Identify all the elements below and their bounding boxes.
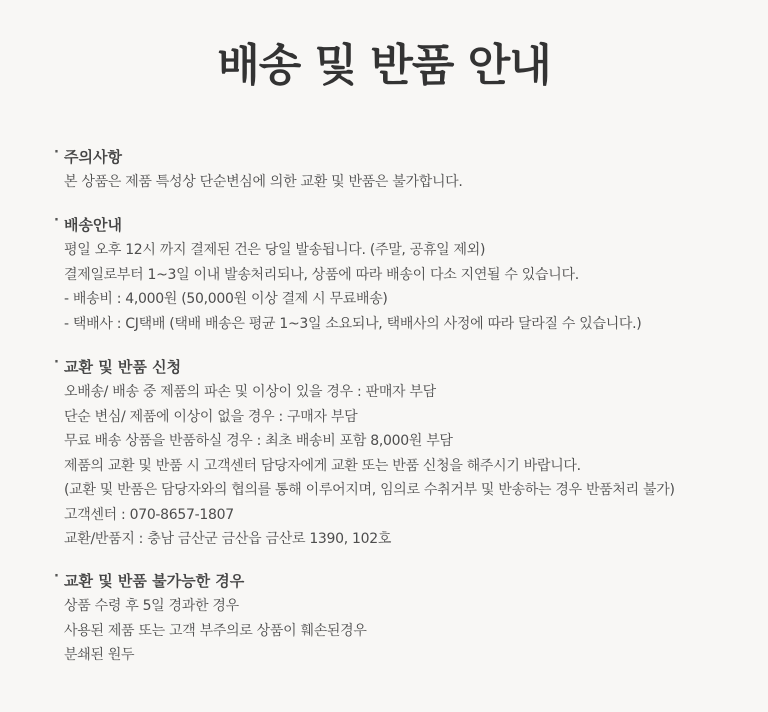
section-heading-text: 배송안내 (64, 216, 122, 234)
bullet-dot-icon: · (54, 569, 59, 584)
unavailable-line: 사용된 제품 또는 고객 부주의로 상품이 훼손된경우 (64, 622, 367, 639)
exchange-line: 단순 변심/ 제품에 이상이 없을 경우 : 구매자 부담 (64, 408, 358, 425)
section-return-unavailable (52, 570, 752, 668)
exchange-line: (교환 및 반품은 담당자와의 협의를 통해 이루어지며, 임의로 수취거부 및 반송하는 경우 반품처리 불가) (64, 482, 675, 498)
exchange-line: 오배송/ 배송 중 제품의 파손 및 이상이 있을 경우 : 판매자 부담 (64, 384, 436, 400)
exchange-line: 제품의 교환 및 반품 시 고객센터 담당자에게 교환 또는 반품 신청을 해주시기 바랍니다. (64, 457, 581, 474)
shipping-line: 결제일로부터 1~3일 이내 발송처리되나, 상품에 따라 배송이 다소 지연될 수 있습니다. (64, 266, 579, 283)
section-exchange-return (52, 356, 752, 552)
section-heading-text: 교환 및 반품 불가능한 경우 (64, 572, 245, 590)
section-heading-text: 주의사항 (64, 148, 122, 166)
shipping-line: 평일 오후 12시 까지 결제된 건은 당일 발송됩니다. (주말, 공휴일 제외) (64, 242, 486, 258)
page-title: 배송 및 반품 안내 (217, 40, 551, 91)
shipping-fee-line: - 배송비 : 4,000원 (50,000원 이상 결제 시 무료배송) (64, 291, 388, 307)
section-heading (52, 214, 752, 236)
section-shipping-info (52, 214, 752, 336)
unavailable-line: 분쇄된 원두 (64, 647, 135, 663)
customer-center-line: 고객센터 : 070-8657-1807 (64, 506, 234, 523)
unavailable-line: 상품 수령 후 5일 경과한 경우 (64, 598, 239, 614)
section-heading (52, 146, 752, 168)
section-heading (52, 570, 752, 592)
notice-line: 본 상품은 제품 특성상 단순변심에 의한 교환 및 반품은 불가합니다. (64, 174, 463, 190)
return-address-line: 교환/반품지 : 충남 금산군 금산읍 금산로 1390, 102호 (64, 531, 392, 547)
bullet-dot-icon: · (54, 145, 59, 160)
section-heading (52, 356, 752, 378)
bullet-dot-icon: · (54, 213, 59, 228)
section-notice (52, 146, 752, 195)
exchange-line: 무료 배송 상품을 반품하실 경우 : 최초 배송비 포함 8,000원 부담 (64, 433, 453, 449)
bullet-dot-icon: · (54, 355, 59, 370)
section-heading-text: 교환 및 반품 신청 (64, 358, 182, 376)
courier-line: - 택배사 : CJ택배 (택배 배송은 평균 1~3일 소요되나, 택배사의 사정에 따라 달라질 수 있습니다.) (64, 315, 642, 332)
